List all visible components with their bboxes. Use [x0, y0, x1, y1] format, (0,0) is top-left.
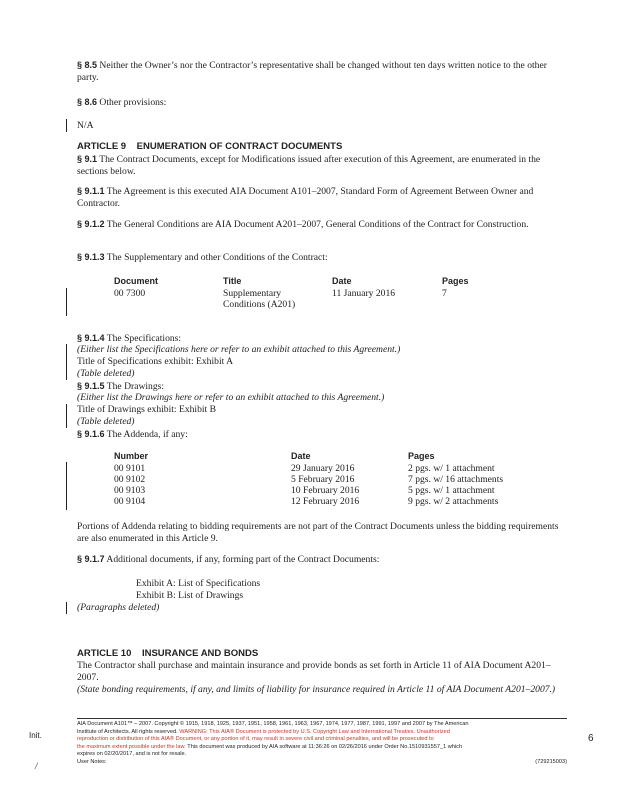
- table-header: Date: [332, 276, 352, 286]
- table-cell: 00 9102: [114, 474, 146, 485]
- section-text: The Addenda, if any:: [104, 429, 188, 440]
- table-header: Document: [114, 276, 159, 286]
- exhibit-b-line: Exhibit B: List of Drawings: [136, 590, 244, 601]
- section-label: § 9.1.3: [77, 252, 105, 262]
- table-header: Number: [114, 451, 149, 461]
- table-cell: Supplementary: [223, 288, 282, 299]
- section-label: § 9.1.7: [77, 554, 105, 564]
- paragraphs-deleted-note: (Paragraphs deleted): [77, 602, 160, 613]
- addenda-portions-text: Portions of Addenda relating to bidding requirements are not part of the Contract Documents unless the bidding requirements are also enumerated in this Article 9.: [77, 521, 559, 544]
- section-9-1-6: [77, 428, 567, 441]
- table-cell: 12 February 2016: [291, 496, 360, 507]
- specifications-note: (Either list the Specifications here or refer to an exhibit attached to this Agreement.): [77, 344, 401, 355]
- article-9-heading: [77, 141, 567, 153]
- revision-bar: [66, 462, 67, 510]
- section-label: § 9.1: [77, 154, 98, 164]
- section-text: The Agreement is this executed AIA Document A101–2007, Standard Form of Agreement Between Owner and Contractor.: [77, 186, 534, 209]
- section-label: § 8.5: [77, 60, 98, 70]
- table-cell: 5 pgs. w/ 1 attachment: [408, 485, 495, 496]
- section-9-1-2: [77, 218, 567, 231]
- table-cell: 00 9104: [114, 496, 146, 507]
- table-deleted-note: (Table deleted): [77, 416, 135, 427]
- drawings-note: (Either list the Drawings here or refer to an exhibit attached to this Agreement.): [77, 392, 385, 403]
- copyright-text: Institute of Architects. All rights reserved.: [77, 728, 180, 735]
- table-cell: 11 January 2016: [332, 288, 396, 299]
- section-9-1-7: [77, 553, 567, 566]
- table-header: Pages: [442, 276, 469, 286]
- na-text: N/A: [77, 120, 94, 131]
- article-10-text: The Contractor shall purchase and maintain insurance and provide bonds as set forth in Article 11 of AIA Document A201–2007.: [77, 660, 551, 683]
- section-text: Additional documents, if any, forming part of the Contract Documents:: [104, 554, 380, 565]
- table-header: Date: [291, 451, 311, 461]
- section-text: The Contract Documents, except for Modifications issued after execution of this Agreement, are enumerated in the sections below.: [77, 154, 541, 177]
- production-text: This document was produced by AIA software at 11:36:26 on 02/26/2016 under Order No.1510931557_1 which: [185, 743, 463, 750]
- section-label: § 9.1.6: [77, 429, 105, 439]
- warning-line: reproduction or distribution of this AIA® Document, or any portion of it, may result in severe civil and criminal penalties, and will be prosecuted to: [77, 736, 434, 742]
- article-title: INSURANCE AND BONDS: [141, 648, 259, 659]
- table-cell: 2 pgs. w/ 1 attachment: [408, 463, 495, 474]
- section-9-1-1: [77, 185, 567, 210]
- copyright-line: [77, 744, 567, 752]
- article-number: ARTICLE 9: [77, 141, 127, 152]
- table-cell: 5 February 2016: [291, 474, 355, 485]
- copyright-notice: [77, 721, 567, 766]
- section-text: The Drawings:: [104, 381, 165, 392]
- section-9-1-3: [77, 251, 567, 264]
- table-cell: 7 pgs. w/ 16 attachments: [408, 474, 504, 485]
- section-text: Other provisions:: [97, 97, 167, 108]
- expiry-line: expires on 02/20/2017, and is not for resale.: [77, 751, 187, 757]
- warning-text: WARNING: This AIA® Document is protected by U.S. Copyright Law and International Treaties. Unauthorized: [179, 728, 450, 735]
- section-label: § 9.1.2: [77, 219, 105, 229]
- exhibit-a-line: Exhibit A: List of Specifications: [136, 578, 261, 589]
- article-10-note: (State bonding requirements, if any, and limits of liability for insurance required in Article 11 of AIA Document A201–2007.): [77, 684, 556, 695]
- section-label: § 9.1.5: [77, 381, 105, 391]
- initials-slash: /: [35, 761, 38, 771]
- document-code: (729215003): [535, 758, 567, 765]
- table-cell: Conditions (A201): [223, 299, 296, 310]
- table-header: Pages: [408, 451, 435, 461]
- user-notes-line: [77, 759, 567, 767]
- copyright-line: [77, 729, 567, 737]
- table-cell: 00 9103: [114, 485, 146, 496]
- section-label: § 9.1.4: [77, 333, 105, 343]
- warning-text: the maximum extent possible under the law.: [77, 743, 186, 750]
- revision-bar: [66, 119, 67, 132]
- article-title: ENUMERATION OF CONTRACT DOCUMENTS: [136, 141, 343, 152]
- table-cell: 7: [442, 288, 447, 299]
- table-cell: 29 January 2016: [291, 463, 355, 474]
- drawings-exhibit-title: Title of Drawings exhibit: Exhibit B: [77, 404, 217, 415]
- table-cell: 10 February 2016: [291, 485, 360, 496]
- section-text: The Specifications:: [104, 333, 182, 344]
- footer-divider: [77, 718, 567, 719]
- section-9-1: [77, 153, 567, 178]
- revision-bar: [66, 288, 67, 316]
- table-cell: 00 9101: [114, 463, 146, 474]
- section-text: Neither the Owner’s nor the Contractor’s representative shall be changed without ten days written notice to the other party.: [77, 60, 547, 83]
- supplementary-table: [114, 276, 534, 316]
- table-header: Title: [223, 276, 242, 286]
- table-cell: 9 pgs. w/ 2 attachments: [408, 496, 499, 507]
- article-10-heading: [77, 648, 567, 660]
- section-label: § 9.1.1: [77, 186, 105, 196]
- table-cell: 00 7300: [114, 288, 146, 299]
- initials-label: Init.: [29, 731, 42, 740]
- user-notes-label: User Notes:: [77, 758, 107, 765]
- revision-bar: [66, 344, 67, 380]
- revision-bar: [66, 404, 67, 428]
- addenda-table: [114, 451, 554, 511]
- table-deleted-note: (Table deleted): [77, 368, 135, 379]
- section-8-5: [77, 59, 567, 84]
- revision-bar: [66, 602, 67, 614]
- section-label: § 8.6: [77, 97, 98, 107]
- page-number: 6: [588, 733, 594, 744]
- section-text: The Supplementary and other Conditions of the Contract:: [104, 252, 328, 263]
- specifications-exhibit-title: Title of Specifications exhibit: Exhibit A: [77, 356, 234, 367]
- section-text: The General Conditions are AIA Document A201–2007, General Conditions of the Contract for Construction.: [104, 219, 529, 230]
- section-8-6: [77, 96, 567, 109]
- copyright-line: AIA Document A101™ – 2007. Copyright © 1915, 1918, 1925, 1937, 1951, 1958, 1961, 1963, 1967, 1974, 1977, 1987, 1991, 1997 and 2007 by The American: [77, 721, 469, 727]
- article-number: ARTICLE 10: [77, 648, 132, 659]
